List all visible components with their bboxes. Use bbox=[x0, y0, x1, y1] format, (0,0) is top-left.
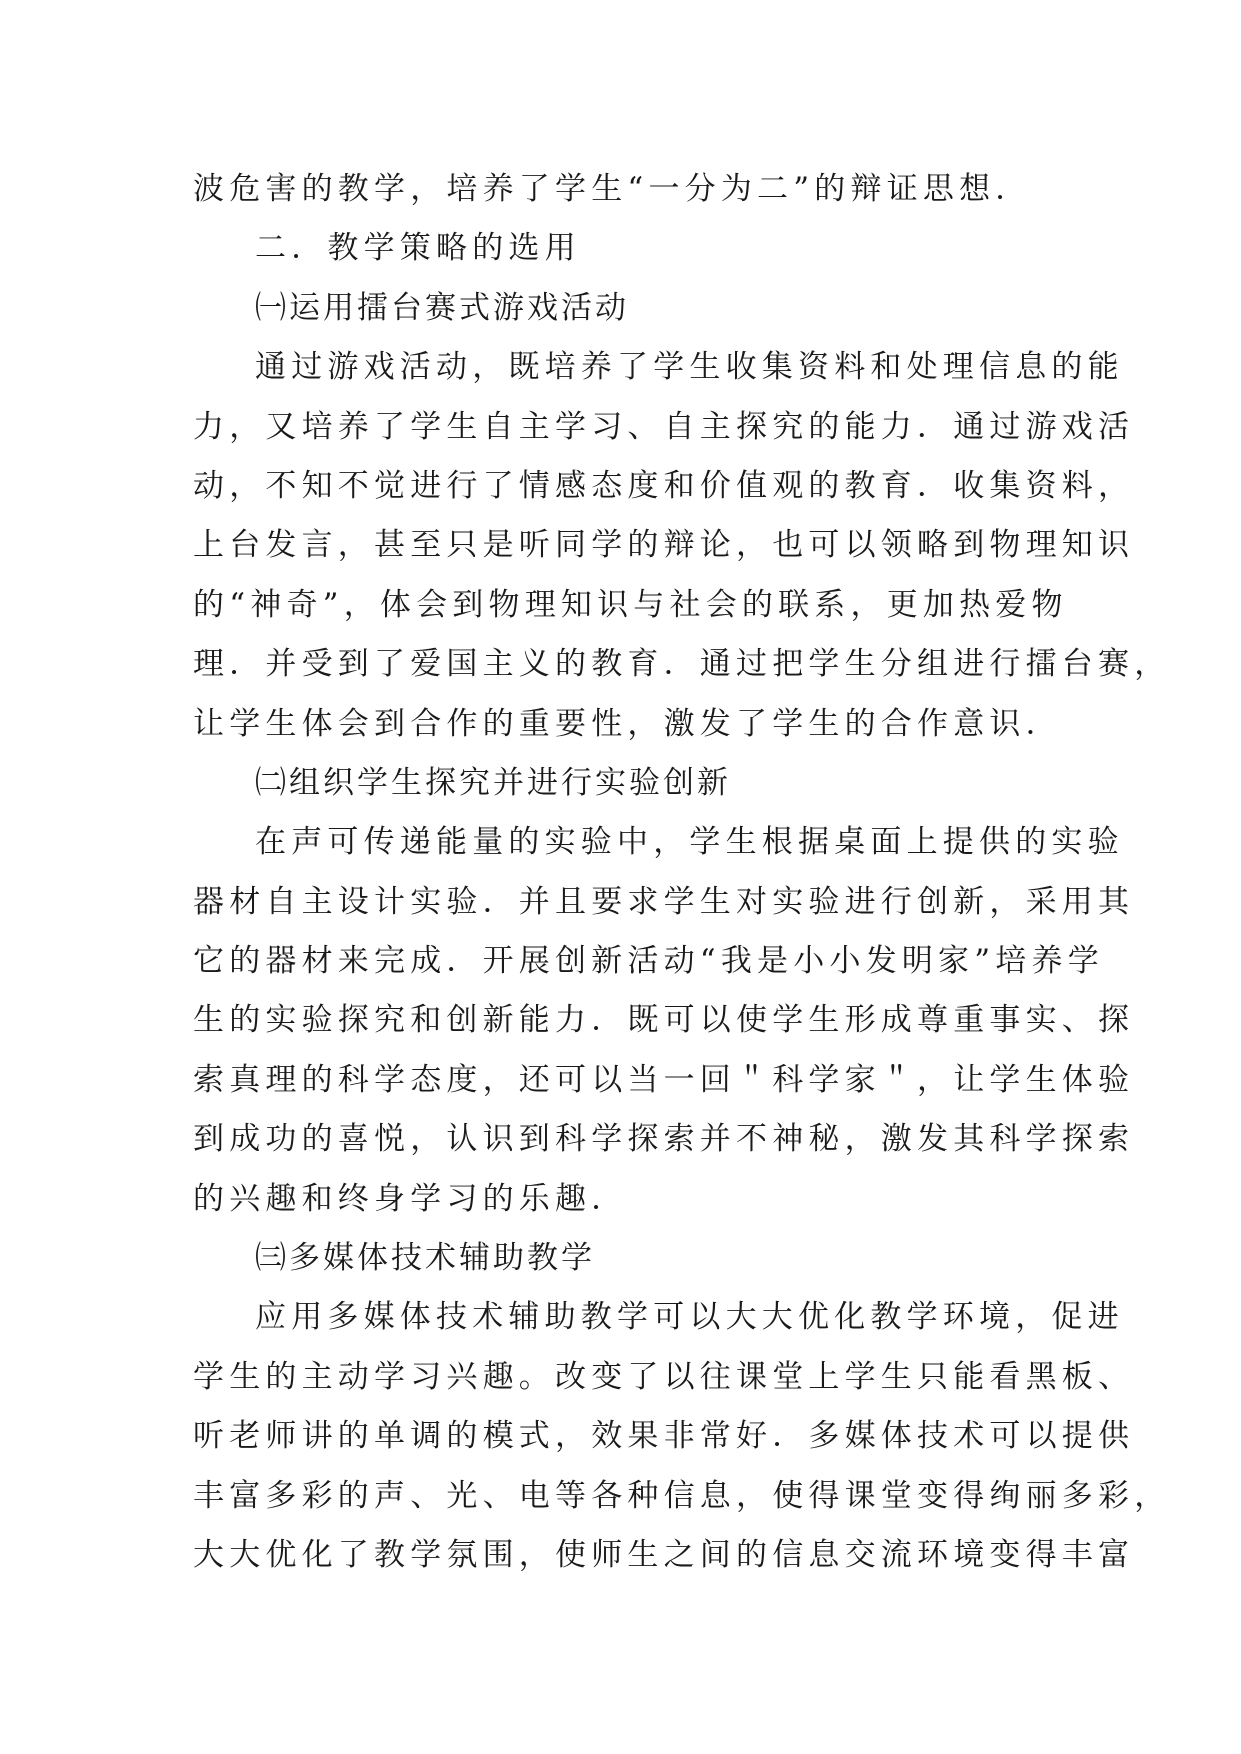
section-heading: 二．教学策略的选用 bbox=[255, 230, 581, 267]
subsection-heading-2: ㈡组织学生探究并进行实验创新 bbox=[255, 764, 731, 801]
paragraph-line: 到成功的喜悦，认识到科学探索并不神秘，激发其科学探索 bbox=[193, 1121, 1135, 1158]
paragraph-continuation-line: 波危害的教学，培养了学生“一分为二”的辩证思想． bbox=[193, 171, 1032, 207]
paragraph-line: 上台发言，甚至只是听同学的辩论，也可以领略到物理知识 bbox=[193, 527, 1135, 564]
paragraph-line: 的“神奇”，体会到物理知识与社会的联系，更加热爱物 bbox=[193, 586, 1068, 623]
paragraph-line: 在声可传递能量的实验中，学生根据桌面上提供的实验 bbox=[255, 824, 1124, 861]
paragraph-line: 动，不知不觉进行了情感态度和价值观的教育．收集资料， bbox=[193, 467, 1135, 504]
document-body bbox=[193, 160, 1171, 1585]
paragraph-line: 通过游戏活动，既培养了学生收集资料和处理信息的能 bbox=[255, 349, 1124, 386]
paragraph-line: 器材自主设计实验．并且要求学生对实验进行创新，采用其 bbox=[193, 883, 1135, 920]
paragraph-line: 学生的主动学习兴趣。改变了以往课堂上学生只能看黑板、 bbox=[193, 1358, 1135, 1395]
paragraph-line: 大大优化了教学氛围，使师生之间的信息交流环境变得丰富 bbox=[193, 1536, 1135, 1573]
subsection-heading-3: ㈢多媒体技术辅助教学 bbox=[255, 1240, 595, 1277]
paragraph-line: 生的实验探究和创新能力．既可以使学生形成尊重事实、探 bbox=[193, 1002, 1135, 1039]
paragraph-line: 听老师讲的单调的模式，效果非常好．多媒体技术可以提供 bbox=[193, 1418, 1135, 1455]
subsection-heading-1: ㈠运用擂台赛式游戏活动 bbox=[255, 289, 629, 326]
paragraph-line: 的兴趣和终身学习的乐趣． bbox=[193, 1180, 628, 1217]
paragraph-line: 丰富多彩的声、光、电等各种信息，使得课堂变得绚丽多彩， bbox=[193, 1477, 1171, 1514]
paragraph-line: 理．并受到了爱国主义的教育．通过把学生分组进行擂台赛， bbox=[193, 646, 1171, 683]
paragraph-line: 索真理的科学态度，还可以当一回＂科学家＂，让学生体验 bbox=[193, 1061, 1135, 1098]
paragraph-line: 力，又培养了学生自主学习、自主探究的能力．通过游戏活 bbox=[193, 408, 1135, 445]
paragraph-line: 应用多媒体技术辅助教学可以大大优化教学环境，促进 bbox=[255, 1299, 1124, 1336]
paragraph-line: 让学生体会到合作的重要性，激发了学生的合作意识． bbox=[193, 705, 1062, 742]
paragraph-line: 它的器材来完成．开展创新活动“我是小小发明家”培养学 bbox=[193, 943, 1104, 980]
